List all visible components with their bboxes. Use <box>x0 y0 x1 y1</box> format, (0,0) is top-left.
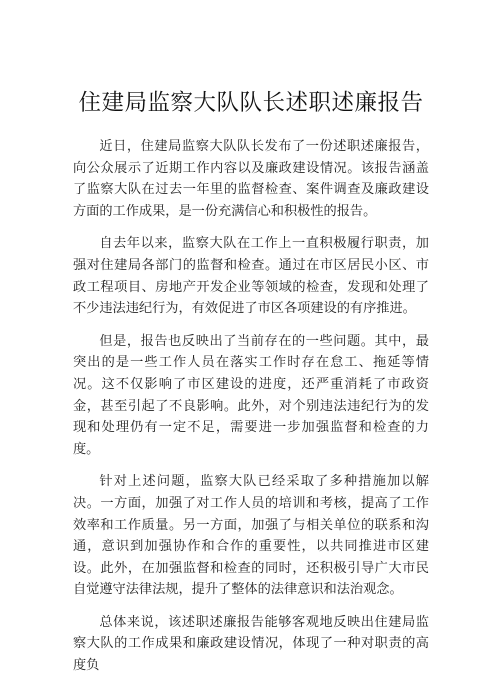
document-title: 住建局监察大队队长述职述廉报告 <box>78 90 424 116</box>
paragraph: 针对上述问题，监察大队已经采取了多种措施加以解决。一方面，加强了对工作人员的培训和考核，提高了工作效率和工作质量。另一方面，加强了与相关单位的联系和沟通，意识到加强协作和合作的重要性，以共同推进市区建设。此外，在加强监督和检查的同时，还积极引导广大市民自觉遵守法律法规，提升了整体的法律意识和法治观念。 <box>73 474 429 598</box>
document-body <box>73 136 429 677</box>
paragraph: 总体来说，该述职述廉报告能够客观地反映出住建局监察大队的工作成果和廉政建设情况，体现了一种对职责的高度负 <box>73 614 429 674</box>
paragraph: 自去年以来，监察大队在工作上一直积极履行职责，加强对住建局各部门的监督和检查。通过在市区居民小区、市政工程项目、房地产开发企业等领域的检查，发现和处理了不少违法违纪行为，有效促进了市区各项建设的有序推进。 <box>73 236 429 317</box>
paragraph: 近日，住建局监察大队队长发布了一份述职述廉报告，向公众展示了近期工作内容以及廉政建设情况。该报告涵盖了监察大队在过去一年里的监督检查、案件调查及廉政建设方面的工作成果，是一份充满信心和积极性的报告。 <box>73 139 429 219</box>
paragraph: 但是，报告也反映出了当前存在的一些问题。其中，最突出的是一些工作人员在落实工作时存在怠工、拖延等情况。这不仅影响了市区建设的进度，还严重消耗了市政资金，甚至引起了不良影响。此外，对个别违法违纪行为的发现和处理仍有一定不足，需要进一步加强监督和检查的力度。 <box>73 333 429 457</box>
